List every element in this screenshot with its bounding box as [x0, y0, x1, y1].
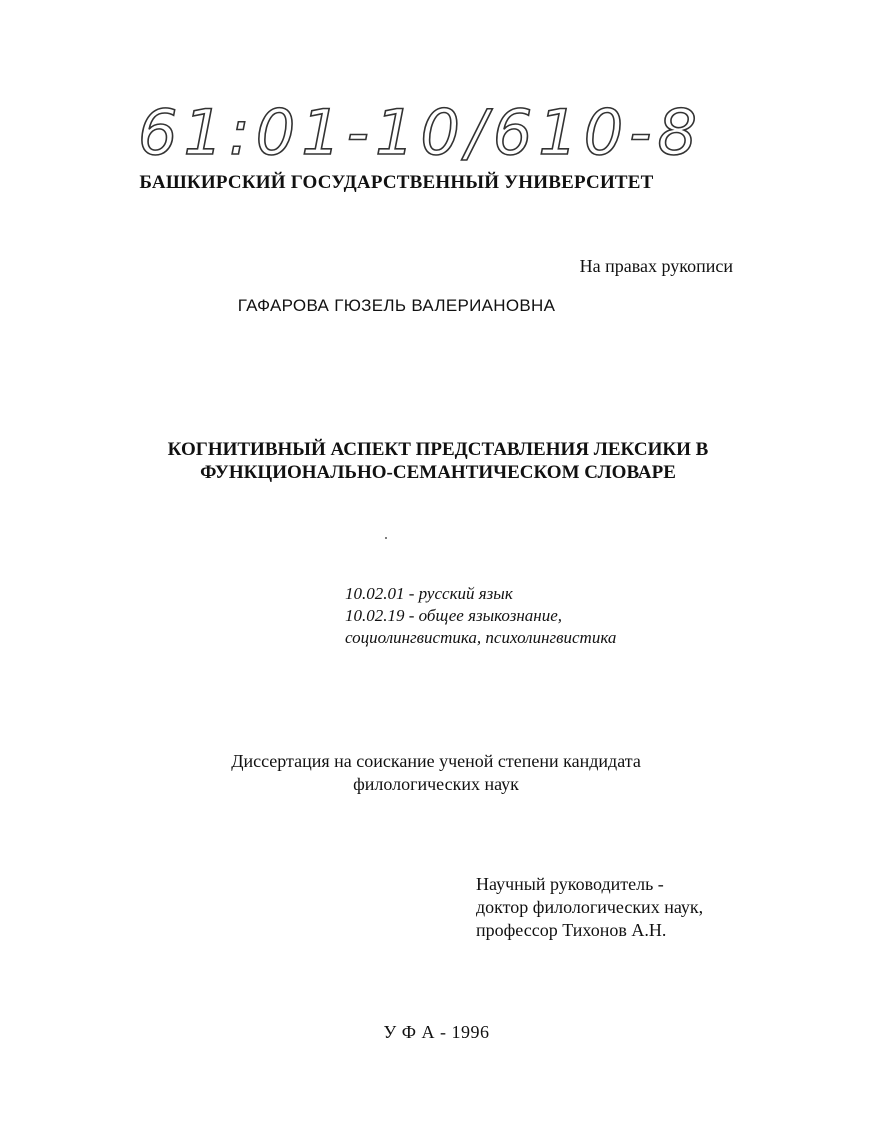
degree-statement: [0, 750, 872, 796]
degree-line-1: Диссертация на соискание ученой степени кандидата: [231, 751, 641, 771]
specialty-line-1: 10.02.01 - русский язык: [345, 584, 513, 603]
city-year: У Ф А - 1996: [383, 1022, 490, 1042]
manuscript-rights-note: На правах рукописи: [579, 256, 733, 276]
handwritten-code-graphic: [138, 90, 703, 170]
supervisor-line-3: профессор Тихонов А.Н.: [476, 920, 667, 940]
university-name: БАШКИРСКИЙ ГОСУДАРСТВЕННЫЙ УНИВЕРСИТЕТ: [139, 172, 654, 193]
title-line-2: ФУНКЦИОНАЛЬНО-СЕМАНТИЧЕСКОМ СЛОВАРЕ: [200, 462, 676, 483]
author-name: ГАФАРОВА ГЮЗЕЛЬ ВАЛЕРИАНОВНА: [237, 296, 556, 315]
handwritten-code-text: 61:01-10/610-8: [138, 96, 703, 169]
supervisor-line-2: доктор филологических наук,: [476, 897, 704, 917]
specialty-codes: [345, 583, 616, 649]
specialty-line-3: социолингвистика, психолингвистика: [345, 628, 617, 647]
dissertation-title: [0, 438, 876, 484]
handwritten-archive-code: [138, 90, 703, 170]
degree-line-2: филологических наук: [353, 774, 519, 794]
scientific-supervisor: [476, 873, 703, 942]
scan-speck: [385, 537, 387, 539]
title-line-1: КОГНИТИВНЫЙ АСПЕКТ ПРЕДСТАВЛЕНИЯ ЛЕКСИКИ В: [167, 439, 709, 460]
supervisor-line-1: Научный руководитель -: [476, 874, 664, 894]
specialty-line-2: 10.02.19 - общее языкознание,: [345, 606, 563, 625]
